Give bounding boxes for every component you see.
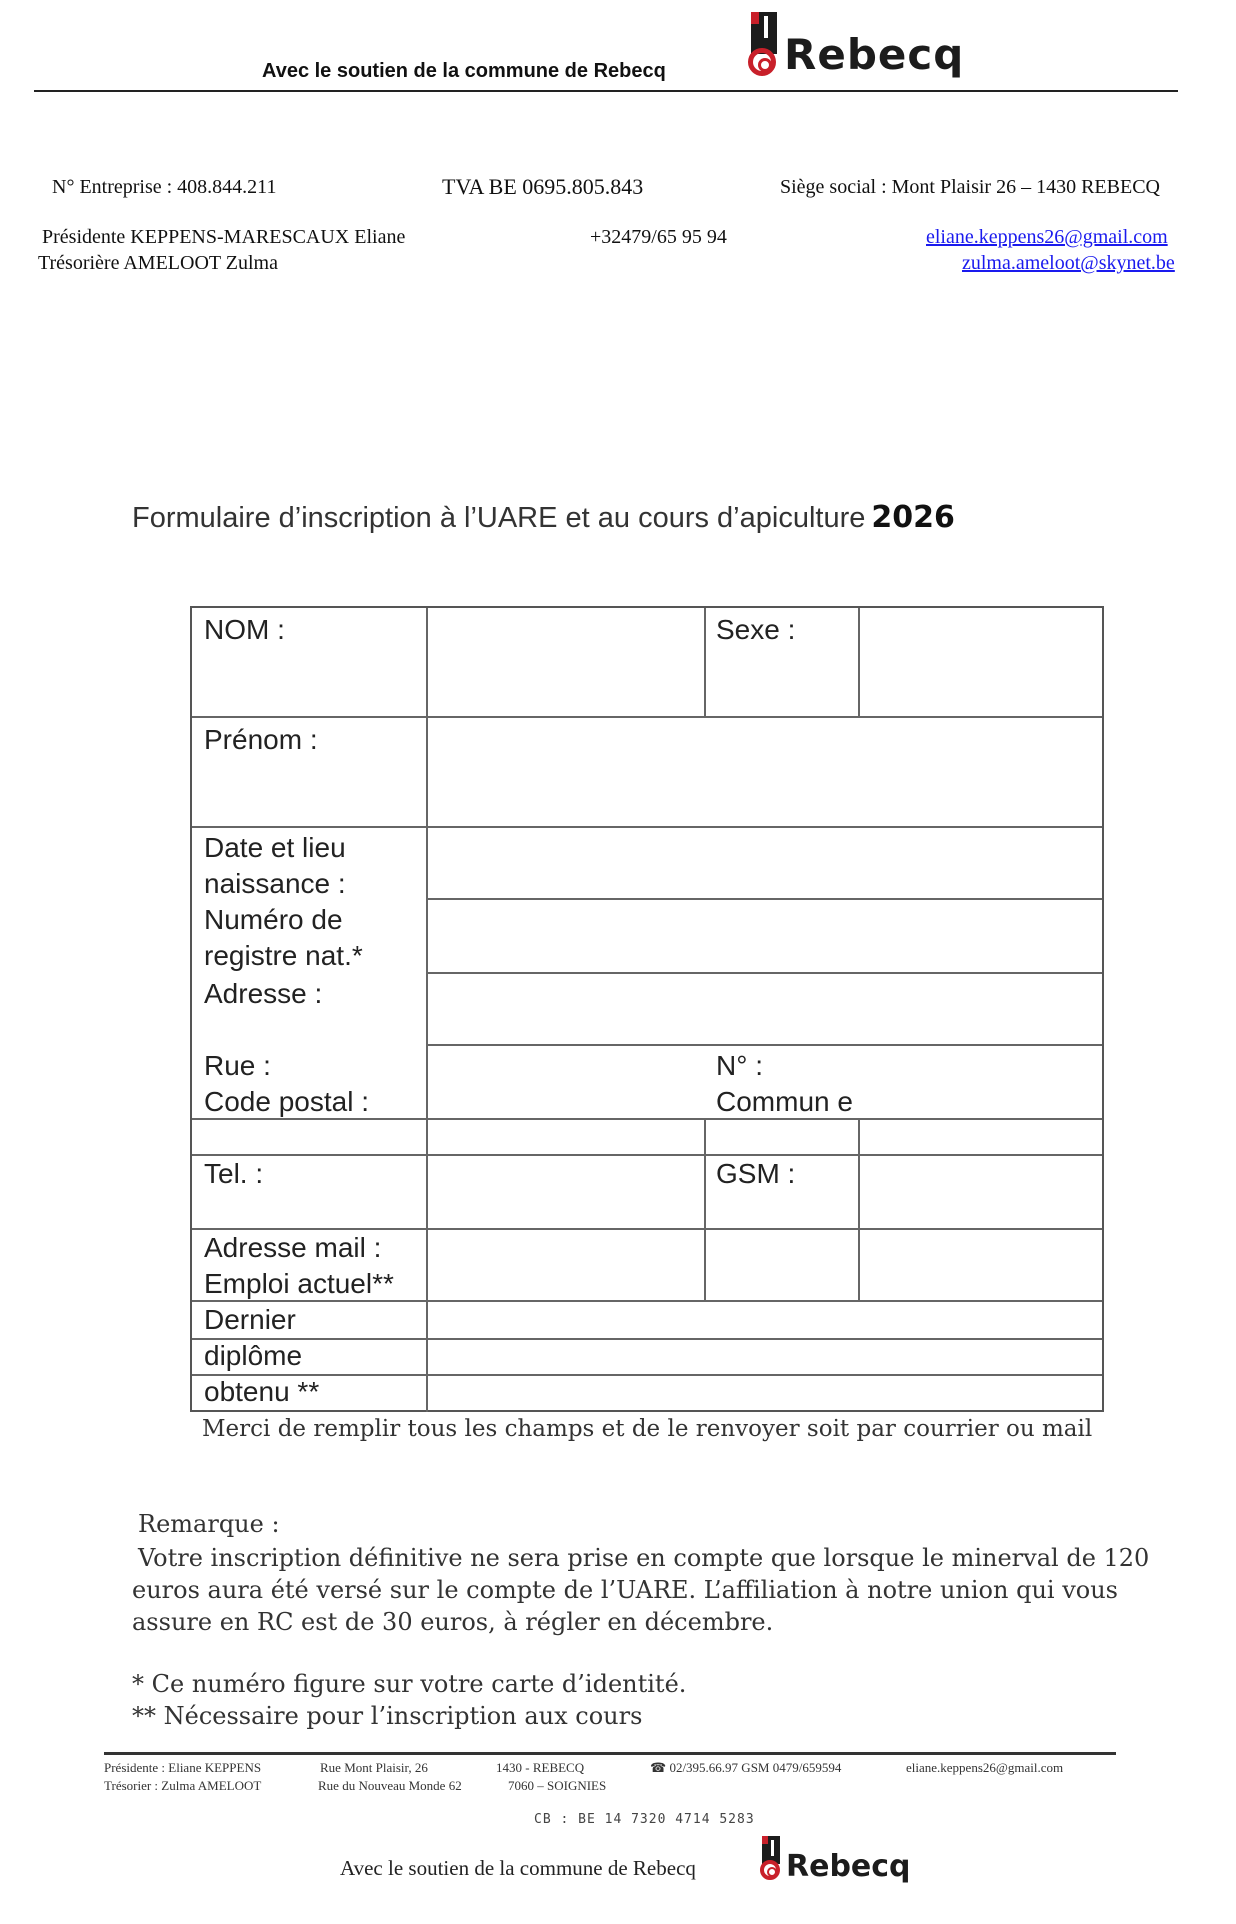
tva-number: TVA BE 0695.805.843	[442, 174, 644, 199]
enterprise-number: N° Entreprise : 408.844.211	[52, 176, 277, 198]
footer-phone: ☎ 02/395.66.97 GSM 0479/659594	[650, 1760, 842, 1775]
input-emploi[interactable]	[430, 1304, 1100, 1336]
input-tel[interactable]	[430, 1158, 702, 1226]
remark-line-2: euros aura été versé sur le compte de l’UARE. L’affiliation à notre union qui vous	[132, 1576, 1118, 1604]
rebecq-emblem-icon	[748, 12, 782, 78]
input-registre[interactable]	[430, 902, 1100, 970]
remark-line-1: Votre inscription définitive ne sera prise en compte que lorsque le minerval de 120	[138, 1544, 1150, 1572]
label-adresse: Adresse :	[204, 978, 323, 1009]
footer-email: eliane.keppens26@gmail.com	[906, 1760, 1064, 1775]
presidente-name: Présidente KEPPENS-MARESCAUX Eliane	[42, 226, 406, 248]
rebecq-logo	[748, 12, 964, 78]
footer-tresorier: Trésorier : Zulma AMELOOT	[104, 1778, 262, 1793]
form-year: 2026	[871, 500, 955, 535]
footer-tres-city: 7060 – SOIGNIES	[508, 1778, 607, 1793]
label-date-lieu: Date et lieu naissance :	[204, 832, 346, 899]
input-sexe[interactable]	[862, 610, 1100, 714]
input-date-lieu[interactable]	[430, 830, 1100, 896]
label-prenom: Prénom :	[204, 724, 318, 755]
tresoriere-email-link[interactable]: zulma.ameloot@skynet.be	[962, 252, 1175, 274]
input-numero[interactable]	[862, 1048, 1100, 1082]
form-title-text: Formulaire d’inscription à l’UARE et au cours d’apiculture	[132, 502, 866, 534]
input-mail[interactable]	[430, 1232, 1100, 1298]
note-courses: ** Nécessaire pour l’inscription aux cours	[132, 1702, 643, 1730]
footer-bank-account: CB : BE 14 7320 4714 5283	[534, 1812, 755, 1827]
rebecq-emblem-icon	[760, 1836, 784, 1882]
tresoriere-name: Trésorière AMELOOT Zulma	[38, 252, 278, 274]
label-nom: NOM :	[204, 614, 285, 645]
input-adresse[interactable]	[430, 976, 1100, 1042]
label-registre: Numéro de registre nat.*	[204, 904, 363, 971]
header-divider	[34, 90, 1178, 92]
label-emploi: Emploi actuel**	[204, 1268, 394, 1299]
input-code-postal[interactable]	[430, 1084, 702, 1154]
label-numero: N° :	[716, 1050, 763, 1081]
remark-heading: Remarque :	[138, 1510, 280, 1538]
registration-form-table	[190, 606, 1104, 1412]
footer-support-text: Avec le soutien de la commune de Rebecq	[340, 1856, 696, 1880]
input-prenom[interactable]	[430, 720, 1100, 824]
note-identity: * Ce numéro figure sur votre carte d’identité.	[132, 1670, 687, 1698]
label-tel: Tel. :	[204, 1158, 264, 1189]
footer-tres-street: Rue du Nouveau Monde 62	[318, 1778, 462, 1793]
form-title	[132, 500, 955, 535]
label-commune: Commun e	[716, 1086, 853, 1117]
label-code-postal: Code postal :	[204, 1086, 369, 1117]
input-nom[interactable]	[430, 610, 702, 714]
footer-logo-text: Rebecq	[786, 1849, 911, 1884]
label-sexe: Sexe :	[716, 614, 796, 645]
input-commune[interactable]	[862, 1084, 1100, 1154]
presidente-phone: +32479/65 95 94	[590, 226, 727, 248]
label-rue: Rue :	[204, 1050, 271, 1081]
label-mail: Adresse mail :	[204, 1232, 382, 1263]
label-gsm: GSM :	[716, 1158, 796, 1189]
presidente-email-link[interactable]: eliane.keppens26@gmail.com	[926, 226, 1168, 248]
logo-text: Rebecq	[784, 30, 965, 79]
input-gsm[interactable]	[862, 1158, 1100, 1226]
siege-social: Siège social : Mont Plaisir 26 – 1430 REBECQ	[780, 176, 1160, 198]
input-diplome[interactable]	[430, 1378, 1100, 1410]
footer-presidente: Présidente : Eliane KEPPENS	[104, 1760, 262, 1775]
footer-pres-city: 1430 - REBECQ	[496, 1760, 585, 1775]
footer-rebecq-logo	[760, 1836, 911, 1882]
remark-line-3: assure en RC est de 30 euros, à régler en décembre.	[132, 1608, 774, 1636]
header-support-text: Avec le soutien de la commune de Rebecq	[262, 60, 666, 82]
footer-divider	[104, 1752, 1116, 1755]
footer-pres-street: Rue Mont Plaisir, 26	[320, 1760, 428, 1775]
label-diplome: Dernier diplôme obtenu **	[204, 1304, 320, 1407]
input-rue[interactable]	[430, 1048, 702, 1082]
form-instruction: Merci de remplir tous les champs et de le renvoyer soit par courrier ou mail	[202, 1416, 1093, 1442]
